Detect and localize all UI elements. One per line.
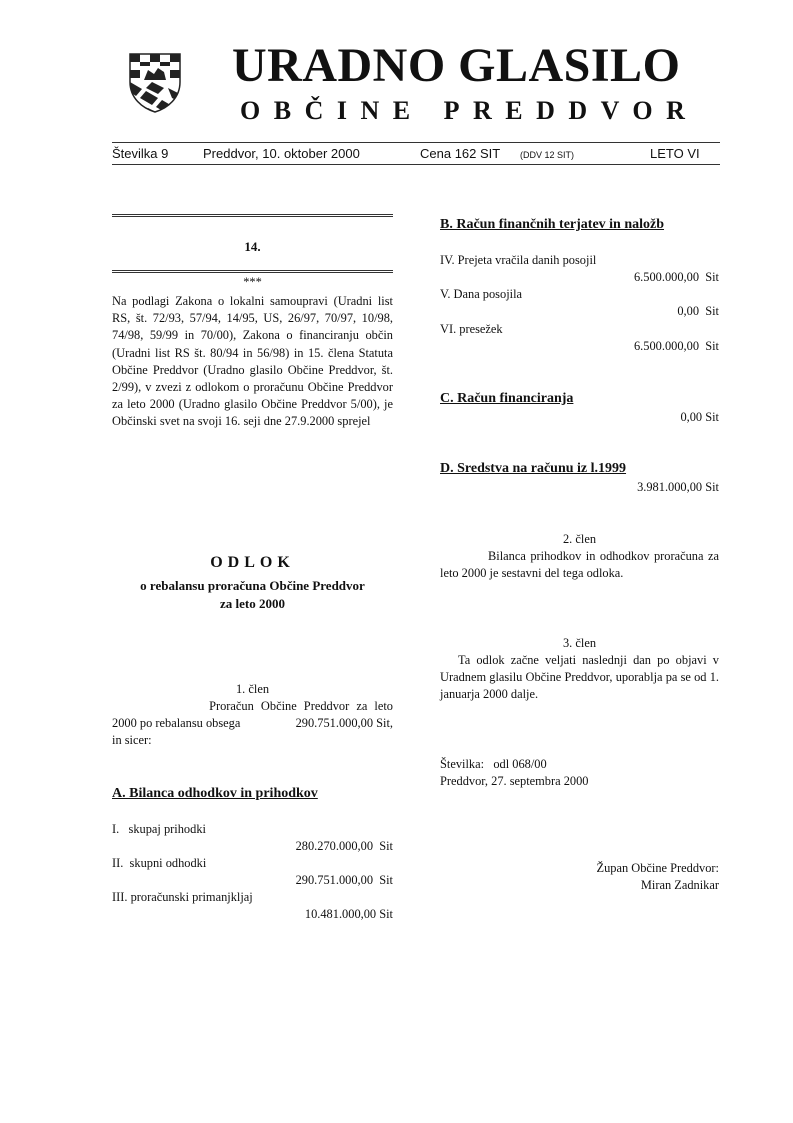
section-b-item-2-label: V. Dana posojila [440, 287, 523, 301]
issue-number: Številka 9 [112, 146, 169, 161]
odlok-title: ODLOK [210, 554, 295, 571]
signer-name: Miran Zadnikar [640, 878, 719, 892]
clen1-line1: Proračun Občine Preddvor za leto [209, 699, 393, 713]
issue-vat: (DDV 12 SIT) [520, 150, 575, 160]
document-reference-number: Številka: odl 068/00 [440, 757, 547, 771]
section-a-item-2-label: II. skupni odhodki [112, 856, 207, 870]
section-b-item-3-label: VI. presežek [440, 322, 503, 336]
section-a-item-3-value: 10.481.000,00 Sit [304, 907, 393, 921]
section-b-heading: B. Račun finančnih terjatev in naložb [440, 217, 665, 232]
signer-title: Župan Občine Preddvor: [596, 861, 719, 875]
masthead-bottom-rule [112, 164, 720, 165]
clen1-line3: in sicer: [112, 733, 152, 747]
clen1-line2 [112, 715, 393, 732]
left-top-double-rule [112, 214, 393, 217]
clen1-title: 1. člen [235, 682, 270, 696]
section-d-value: 3.981.000,00 Sit [637, 480, 719, 494]
section-c-heading: C. Račun financiranja [440, 391, 574, 406]
odlok-subtitle-line1: o rebalansu proračuna Občine Preddvor [140, 578, 365, 593]
section-b-item-1-value: 6.500.000,00 Sit [633, 270, 719, 284]
section-a-item-1-value: 280.270.000,00 Sit [295, 839, 393, 853]
section-a-item-2-value: 290.751.000,00 Sit [295, 873, 393, 887]
clen1-total-amount: 290.751.000,00 Sit, [295, 716, 393, 730]
newspaper-subtitle: OBČINE PREDDVOR [240, 96, 699, 125]
clen3-text: Ta odlok začne veljati naslednji dan po objavi v Uradnem glasilu Občine Preddvor, uporablja pa se od 1. januarja 2000 dalje. [440, 653, 719, 702]
issue-year: LETO VI [650, 146, 700, 161]
section-a-item-1-label: I. skupaj prihodki [112, 822, 206, 836]
masthead-info-bar [112, 145, 720, 163]
document-date: Preddvor, 27. septembra 2000 [440, 774, 589, 788]
masthead-top-rule [112, 142, 720, 143]
issue-place-date: Preddvor, 10. oktober 2000 [203, 146, 360, 161]
odlok-subtitle-line2: za leto 2000 [220, 596, 285, 611]
section-b-item-1-label: IV. Prejeta vračila danih posojil [440, 253, 597, 267]
section-b-item-3-value: 6.500.000,00 Sit [633, 339, 719, 353]
section-a-item-3-label: III. proračunski primanjkljaj [112, 890, 253, 904]
clen1-line2-text: 2000 po rebalansu obsega [112, 716, 241, 730]
issue-price: Cena 162 SIT [420, 146, 501, 161]
clen2-title: 2. člen [562, 532, 597, 546]
section-d-heading: D. Sredstva na računu iz l.1999 [440, 461, 627, 476]
left-second-double-rule [112, 270, 393, 273]
section-a-heading: A. Bilanca odhodkov in prihodkov [112, 786, 318, 801]
document-number: 14. [244, 239, 261, 254]
separator-stars: *** [243, 275, 262, 289]
preamble-paragraph: Na podlagi Zakona o lokalni samoupravi (Uradni list RS, št. 72/93, 57/94, 14/95, US, 26/97, 70/97, 10/98, 74/98, 59/99 in 70/00), Zakona o financiranju občin (Uradni list RS št. 80/94 in 56/98) in 15. člena Statuta Občine Preddvor (Uradno glasilo Občine Preddvor, št. 2/99), v zvezi z odlokom o proračunu Občine Preddvor za leto 2000 (Uradno glasilo Občine Preddvor 5/00), je Občinski svet na svoji 16. seji dne 27.9.2000 sprejel [112, 294, 393, 429]
section-c-value: 0,00 Sit [680, 410, 719, 424]
clen2-text: Bilanca prihodkov in odhodkov proračuna za leto 2000 je sestavni del tega odloka. [440, 549, 719, 581]
coat-of-arms-logo [128, 52, 182, 114]
section-b-item-2-value: 0,00 Sit [677, 304, 719, 318]
newspaper-title: URADNO GLASILO [232, 39, 681, 92]
clen3-title: 3. člen [562, 636, 597, 650]
